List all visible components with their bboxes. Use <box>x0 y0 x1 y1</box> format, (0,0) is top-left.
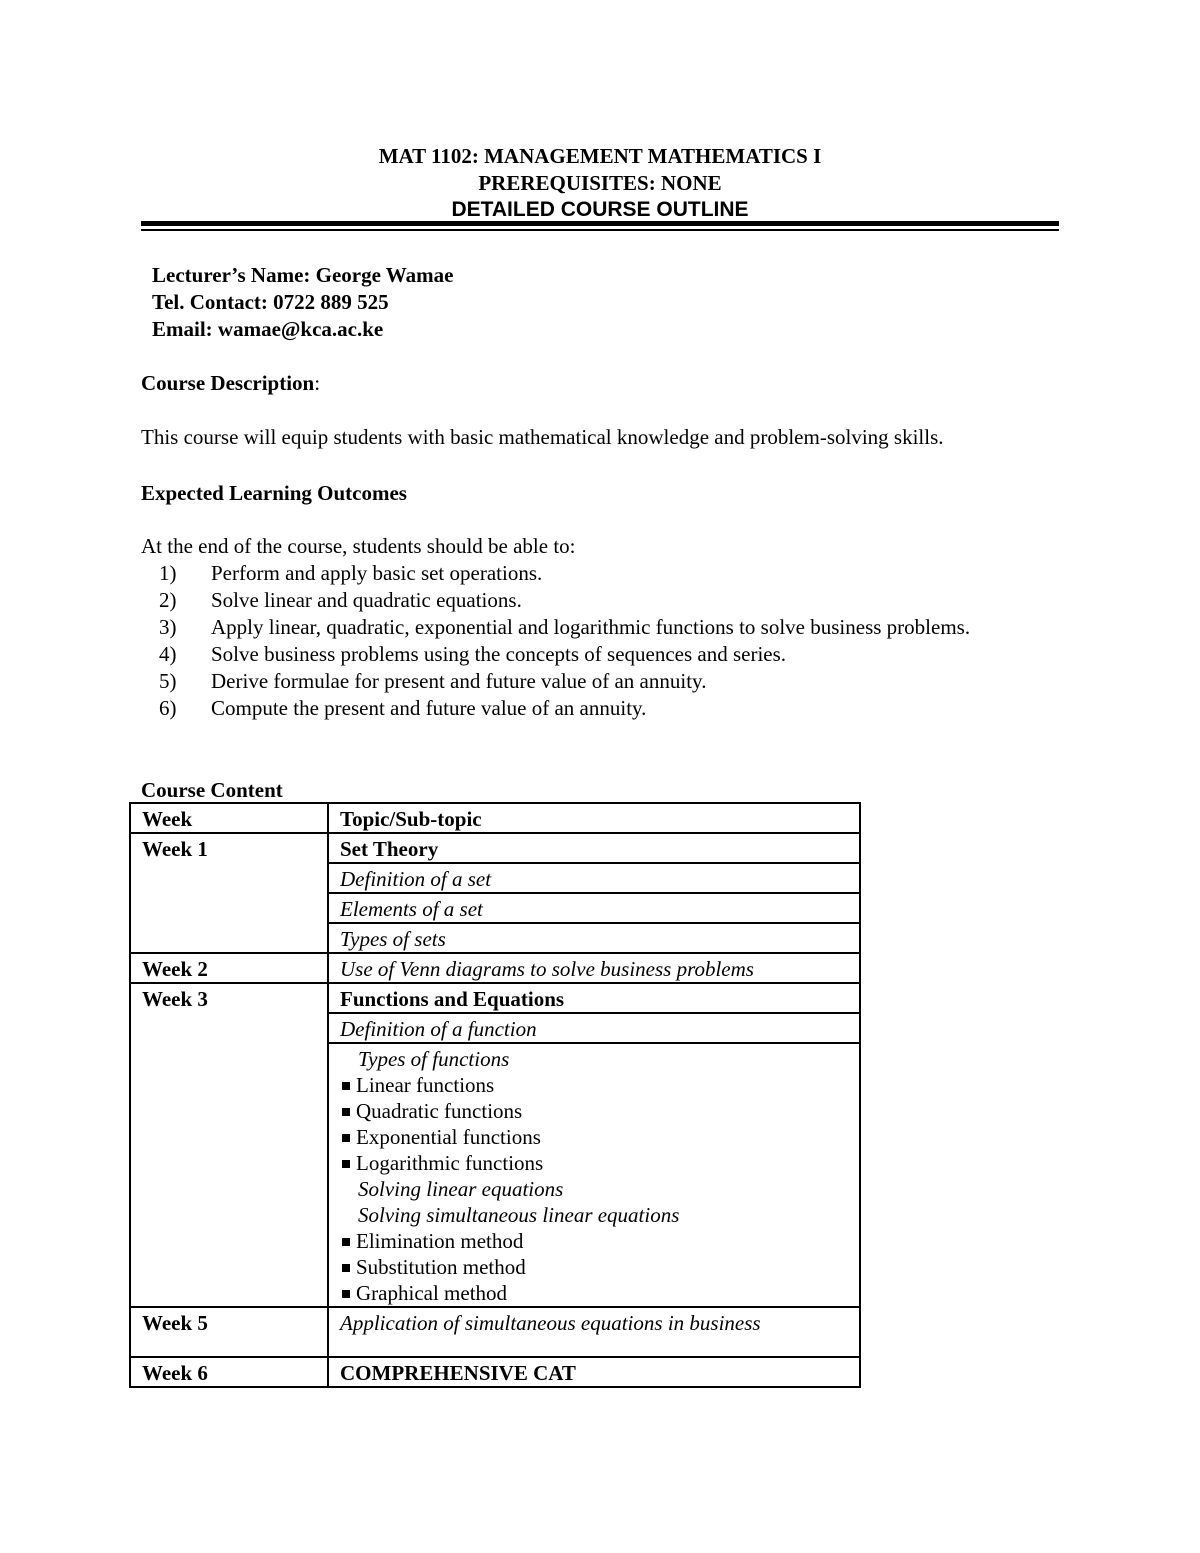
square-bullet-icon <box>342 1082 350 1090</box>
header-rule-thick <box>141 221 1059 226</box>
subtopic-cell: Application of simultaneous equations in business <box>328 1307 860 1357</box>
subtopic-cell: Elements of a set <box>328 893 860 923</box>
outcome-text: Solve linear and quadratic equations. <box>211 588 522 612</box>
course-description-heading <box>141 370 320 397</box>
outcome-number: 5) <box>159 669 177 693</box>
course-description-colon: : <box>314 371 321 395</box>
outcome-number: 3) <box>159 615 177 639</box>
col-header-topic: Topic/Sub-topic <box>328 803 860 833</box>
col-header-week: Week <box>130 803 328 833</box>
bullet-text: Graphical method <box>356 1281 508 1305</box>
subtopic-cell: Types of sets <box>328 923 860 953</box>
topic-cell: Set Theory <box>328 833 860 863</box>
bullet-item <box>340 1254 849 1280</box>
square-bullet-icon <box>342 1264 350 1272</box>
outcome-item <box>141 668 1059 695</box>
table-row <box>130 1357 860 1387</box>
outcomes-intro: At the end of the course, students should be able to: <box>141 534 576 558</box>
square-bullet-icon <box>342 1238 350 1246</box>
outcome-text: Solve business problems using the concepts of sequences and series. <box>211 642 787 666</box>
outcome-text: Compute the present and future value of an annuity. <box>211 696 647 720</box>
outcome-item <box>141 614 1059 641</box>
table-row <box>130 833 860 863</box>
bullet-text: Exponential functions <box>356 1125 541 1149</box>
outcome-item <box>141 560 1059 587</box>
bullet-item <box>340 1124 849 1150</box>
header-rule-thin <box>141 229 1059 231</box>
week-cell: Week 3 <box>130 983 328 1307</box>
outcome-number: 4) <box>159 642 177 666</box>
outcome-text: Apply linear, quadratic, exponential and logarithmic functions to solve business problems. <box>211 615 971 639</box>
subtopic-cell: Definition of a function <box>328 1013 860 1043</box>
course-title: MAT 1102: MANAGEMENT MATHEMATICS I <box>378 144 822 168</box>
outcome-number: 1) <box>159 561 177 585</box>
week-cell: Week 1 <box>130 833 328 953</box>
lecturer-info <box>152 262 453 343</box>
table-row <box>130 983 860 1013</box>
table-header-row <box>130 803 860 833</box>
bullet-text: Logarithmic functions <box>356 1151 544 1175</box>
outcome-item <box>141 641 1059 668</box>
outcome-text: Derive formulae for present and future value of an annuity. <box>211 669 707 693</box>
subtopic-text: Solving simultaneous linear equations <box>358 1203 680 1227</box>
bullet-item <box>340 1072 849 1098</box>
square-bullet-icon <box>342 1290 350 1298</box>
lecturer-tel: Tel. Contact: 0722 889 525 <box>152 290 389 314</box>
course-content-heading: Course Content <box>141 778 283 802</box>
topic-cell: Functions and Equations <box>328 983 860 1013</box>
lecturer-email: Email: wamae@kca.ac.ke <box>152 317 384 341</box>
subtopic-text: Types of functions <box>358 1047 510 1071</box>
week-cell: Week 6 <box>130 1357 328 1387</box>
bullet-text: Elimination method <box>356 1229 524 1253</box>
bullet-item <box>340 1150 849 1176</box>
table-row <box>130 953 860 983</box>
course-content-table <box>129 802 861 1388</box>
square-bullet-icon <box>342 1108 350 1116</box>
bullet-text: Linear functions <box>356 1073 495 1097</box>
week-cell: Week 5 <box>130 1307 328 1357</box>
outcomes-list <box>141 560 1059 722</box>
outcomes-heading: Expected Learning Outcomes <box>141 481 407 505</box>
lecturer-name: Lecturer’s Name: George Wamae <box>152 263 454 287</box>
document-header <box>141 143 1059 223</box>
prerequisites: PREREQUISITES: NONE <box>478 171 722 195</box>
course-description-text: This course will equip students with basic mathematical knowledge and problem-solving skills. <box>141 425 944 449</box>
outcome-text: Perform and apply basic set operations. <box>211 561 543 585</box>
bullet-item <box>340 1098 849 1124</box>
week-cell: Week 2 <box>130 953 328 983</box>
outline-title: DETAILED COURSE OUTLINE <box>451 198 749 221</box>
subtopic-cell: Definition of a set <box>328 863 860 893</box>
course-description-label: Course Description <box>141 371 315 395</box>
square-bullet-icon <box>342 1134 350 1142</box>
outcome-item <box>141 587 1059 614</box>
bullet-text: Quadratic functions <box>356 1099 523 1123</box>
table-row <box>130 1307 860 1357</box>
topic-cell: COMPREHENSIVE CAT <box>328 1357 860 1387</box>
subtopic-cell: Use of Venn diagrams to solve business problems <box>328 953 860 983</box>
subtopic-text: Solving linear equations <box>358 1177 564 1201</box>
square-bullet-icon <box>342 1160 350 1168</box>
outcome-number: 2) <box>159 588 177 612</box>
bullet-text: Substitution method <box>356 1255 526 1279</box>
bullet-item <box>340 1280 849 1306</box>
functions-cell <box>328 1043 860 1307</box>
bullet-item <box>340 1228 849 1254</box>
outcome-number: 6) <box>159 696 177 720</box>
outcome-item <box>141 695 1059 722</box>
